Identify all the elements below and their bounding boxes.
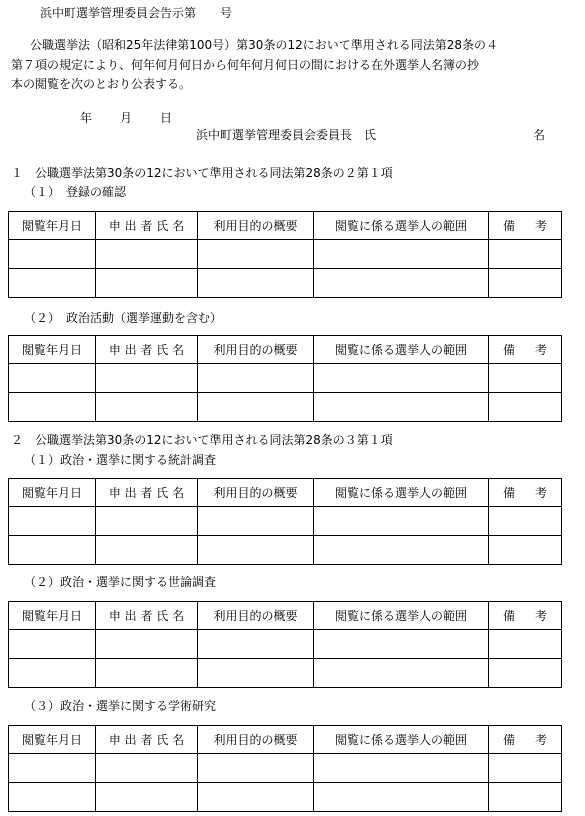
header-applicant: 申 出 者 氏 名 (96, 479, 198, 507)
table-cell (489, 364, 562, 393)
header-applicant: 申 出 者 氏 名 (96, 212, 198, 240)
table-cell (9, 783, 96, 812)
table-cell (198, 783, 314, 812)
table-cell (489, 630, 562, 659)
table-cell (9, 240, 96, 269)
notice-title (40, 6, 232, 20)
header-remarks-b: 考 (534, 219, 547, 233)
header-scope: 閲覧に係る選挙人の範囲 (314, 336, 489, 364)
table-cell (489, 536, 562, 565)
header-remarks (489, 602, 562, 630)
header-remarks-a: 備 (503, 733, 516, 747)
header-date: 閲覧年月日 (9, 479, 96, 507)
table-cell (314, 630, 489, 659)
header-remarks-b: 考 (534, 733, 547, 747)
section-2-sub-3-heading: （３）政治・選挙に関する学術研究 (24, 699, 217, 713)
section-1-heading: １ 公職選挙法第30条の12において準用される同法第28条の２第１項 (11, 166, 393, 180)
header-remarks-b: 考 (534, 343, 547, 357)
header-applicant: 申 出 者 氏 名 (96, 336, 198, 364)
table-row (9, 630, 562, 659)
table-row (9, 269, 562, 298)
table-header-row (9, 212, 562, 240)
table-cell (489, 783, 562, 812)
table-cell (9, 659, 96, 688)
header-scope: 閲覧に係る選挙人の範囲 (314, 726, 489, 754)
section-2-sub-2-heading: （２）政治・選挙に関する世論調査 (24, 575, 217, 589)
table-academic-research (8, 725, 562, 812)
date-month: 月 (120, 111, 133, 125)
table-row (9, 393, 562, 422)
table-cell (9, 536, 96, 565)
header-remarks-b: 考 (534, 486, 547, 500)
table-cell (314, 393, 489, 422)
table-header-row (9, 726, 562, 754)
section-2-sub-1-heading: （１）政治・選挙に関する統計調査 (24, 453, 217, 467)
header-purpose: 利用目的の概要 (198, 726, 314, 754)
header-applicant: 申 出 者 氏 名 (96, 602, 198, 630)
table-cell (9, 754, 96, 783)
header-date: 閲覧年月日 (9, 602, 96, 630)
table-cell (96, 659, 198, 688)
table-cell (489, 754, 562, 783)
header-remarks (489, 212, 562, 240)
table-cell (198, 364, 314, 393)
date-line (80, 111, 172, 125)
table-cell (489, 659, 562, 688)
table-cell (489, 393, 562, 422)
table-cell (314, 269, 489, 298)
table-cell (9, 393, 96, 422)
table-statistical-survey (8, 478, 562, 565)
table-cell (198, 269, 314, 298)
header-date: 閲覧年月日 (9, 212, 96, 240)
table-registration-check (8, 211, 562, 298)
table-political-activity (8, 335, 562, 422)
header-purpose: 利用目的の概要 (198, 479, 314, 507)
table-cell (314, 364, 489, 393)
header-remarks (489, 479, 562, 507)
table-header-row (9, 479, 562, 507)
header-purpose: 利用目的の概要 (198, 336, 314, 364)
table-row (9, 754, 562, 783)
header-date: 閲覧年月日 (9, 726, 96, 754)
table-header-row (9, 336, 562, 364)
table-cell (198, 240, 314, 269)
table-row (9, 507, 562, 536)
header-remarks-a: 備 (503, 486, 516, 500)
body-text-line-1: 公職選挙法（昭和25年法律第100号）第30条の12において準用される同法第28条の４ (30, 38, 498, 52)
section-2-heading: ２ 公職選挙法第30条の12において準用される同法第28条の３第１項 (11, 433, 393, 447)
table-cell (314, 754, 489, 783)
table-row (9, 240, 562, 269)
table-cell (198, 630, 314, 659)
table-cell (314, 240, 489, 269)
table-cell (489, 507, 562, 536)
header-scope: 閲覧に係る選挙人の範囲 (314, 479, 489, 507)
header-remarks (489, 726, 562, 754)
table-cell (96, 630, 198, 659)
date-day: 日 (160, 111, 173, 125)
table-row (9, 783, 562, 812)
header-scope: 閲覧に係る選挙人の範囲 (314, 212, 489, 240)
table-header-row (9, 602, 562, 630)
header-scope: 閲覧に係る選挙人の範囲 (314, 602, 489, 630)
header-applicant: 申 出 者 氏 名 (96, 726, 198, 754)
header-purpose: 利用目的の概要 (198, 212, 314, 240)
table-cell (96, 393, 198, 422)
header-remarks (489, 336, 562, 364)
section-1-sub-1-heading: （１） 登録の確認 (24, 185, 127, 199)
header-date: 閲覧年月日 (9, 336, 96, 364)
header-remarks-a: 備 (503, 609, 516, 623)
date-year: 年 (80, 111, 93, 125)
table-cell (96, 364, 198, 393)
table-cell (314, 783, 489, 812)
table-cell (96, 240, 198, 269)
section-1-sub-2-heading: （２） 政治活動（選挙運動を含む） (24, 311, 223, 325)
table-cell (489, 269, 562, 298)
table-cell (198, 659, 314, 688)
chair-name-end: 名 (533, 128, 546, 142)
header-remarks-b: 考 (534, 609, 547, 623)
table-cell (9, 630, 96, 659)
table-cell (198, 393, 314, 422)
header-remarks-a: 備 (503, 219, 516, 233)
notice-title-prefix: 浜中町選挙管理委員会告示第 (40, 6, 197, 20)
table-cell (314, 536, 489, 565)
header-remarks-a: 備 (503, 343, 516, 357)
table-cell (9, 507, 96, 536)
table-cell (96, 536, 198, 565)
table-cell (489, 240, 562, 269)
body-text-line-3: 本の閲覧を次のとおり公表する。 (11, 77, 192, 91)
table-cell (314, 659, 489, 688)
chair-signature: 浜中町選挙管理委員会委員長 氏 (196, 128, 377, 142)
table-opinion-survey (8, 601, 562, 688)
table-cell (96, 269, 198, 298)
table-cell (96, 754, 198, 783)
table-row (9, 659, 562, 688)
table-cell (198, 754, 314, 783)
table-cell (198, 507, 314, 536)
table-cell (198, 536, 314, 565)
table-cell (96, 507, 198, 536)
body-text-line-2: 第７項の規定により、何年何月何日から何年何月何日の間における在外選挙人名簿の抄 (11, 58, 480, 72)
table-row (9, 536, 562, 565)
table-cell (9, 269, 96, 298)
notice-title-suffix: 号 (220, 6, 233, 20)
table-cell (96, 783, 198, 812)
table-cell (9, 364, 96, 393)
header-purpose: 利用目的の概要 (198, 602, 314, 630)
table-cell (314, 507, 489, 536)
table-row (9, 364, 562, 393)
